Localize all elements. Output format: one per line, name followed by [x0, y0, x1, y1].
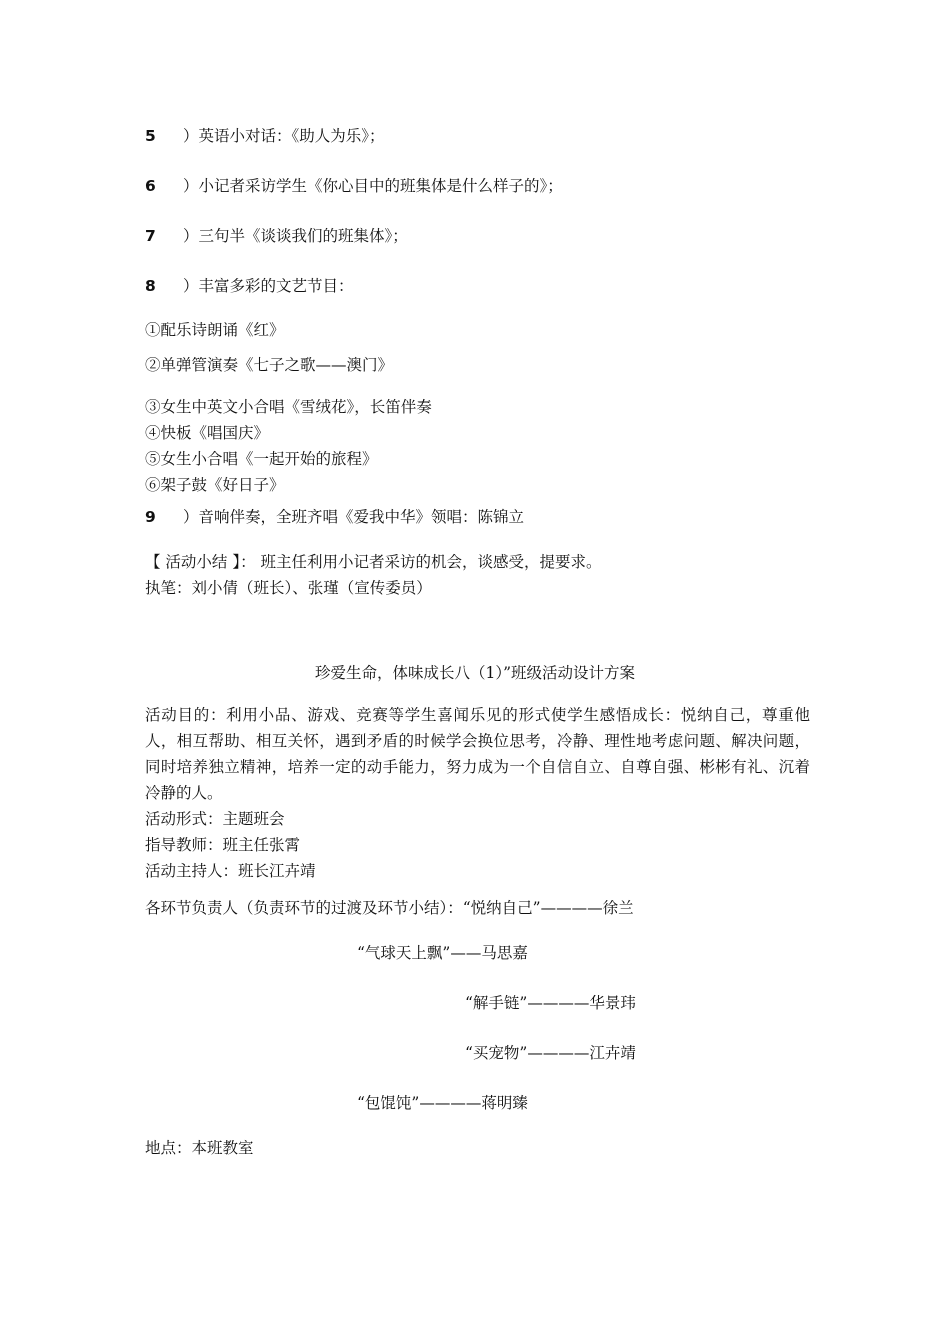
segment-leaders-intro: 各环节负责人（负责环节的过渡及环节小结）：“悦纳自己”————徐兰: [145, 899, 634, 917]
item-number: 8: [145, 277, 156, 295]
activity-summary: 【 活动小结 】： 班主任利用小记者采访的机会，谈感受，提要求。: [145, 553, 602, 571]
program-item-9: [145, 507, 524, 527]
author-line: 执笔：刘小倩（班长）、张瑾（宣传委员）: [145, 579, 432, 597]
activity-form: 活动形式：主题班会: [145, 810, 285, 828]
arts-item: ③女生中英文小合唱《雪绒花》，长笛伴奏: [145, 398, 432, 416]
activity-host: 活动主持人：班长江卉靖: [145, 862, 316, 880]
program-item-5: [145, 126, 385, 146]
item-number: 9: [145, 508, 156, 526]
item-number: 5: [145, 127, 156, 145]
segment-leader: “解手链”————华景玮: [465, 994, 636, 1012]
program-item-8: [145, 276, 354, 296]
segment-leader: “气球天上飘”——马思嘉: [357, 944, 528, 962]
arts-item: ⑥架子鼓《好日子》: [145, 476, 285, 494]
item-text: ）音响伴奏，全班齐唱《爱我中华》领唱：陈锦立: [183, 508, 525, 526]
program-item-7: [145, 226, 408, 246]
segment-leader: “包馄饨”————蒋明臻: [357, 1094, 528, 1112]
item-text: ）小记者采访学生《你心目中的班集体是什么样子的》；: [183, 177, 563, 195]
program-item-6: [145, 176, 563, 196]
item-number: 7: [145, 227, 156, 245]
segment-leader: “买宠物”————江卉靖: [465, 1044, 636, 1062]
item-text: ）英语小对话：《助人为乐》；: [183, 127, 385, 145]
item-number: 6: [145, 177, 156, 195]
activity-location: 地点：本班教室: [145, 1139, 254, 1157]
arts-item: ⑤女生小合唱《一起开始的旅程》: [145, 450, 378, 468]
arts-item: ④快板《唱国庆》: [145, 424, 270, 442]
item-text: ）三句半《谈谈我们的班集体》；: [183, 227, 408, 245]
plan-title: 珍爱生命，体味成长八（1）”班级活动设计方案: [314, 664, 636, 682]
activity-purpose: 活动目的：利用小品、游戏、竞赛等学生喜闻乐见的形式使学生感悟成长：悦纳自己，尊重他人，相互帮助、相互关怀，遇到矛盾的时候学会换位思考，冷静、理性地考虑问题、解决问题，同时培养独立精神，培养一定的动手能力，努力成为一个自信自立、自尊自强、彬彬有礼、沉着冷静的人。: [145, 706, 810, 802]
arts-item: ②单弹管演奏《七子之歌——澳门》: [145, 356, 394, 374]
arts-item: ①配乐诗朗诵《红》: [145, 321, 285, 339]
guiding-teacher: 指导教师：班主任张霄: [145, 836, 301, 854]
item-text: ）丰富多彩的文艺节目：: [183, 277, 354, 295]
